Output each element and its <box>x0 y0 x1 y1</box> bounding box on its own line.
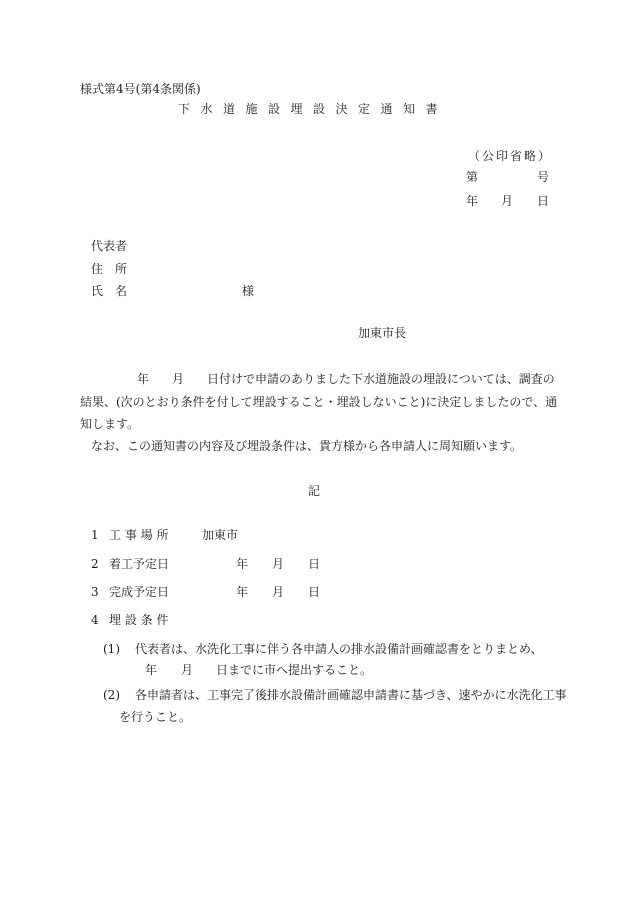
item-1-label: 工 事 場 所 <box>109 528 169 542</box>
condition-1-line1: 代表者は、水洗化工事に伴う各申請人の排水設備計画確認書をとりまとめ、 <box>135 642 543 656</box>
number-prefix: 第 <box>466 170 479 184</box>
item-2-number: 2 <box>91 557 99 571</box>
body-year: 年 <box>137 372 150 386</box>
condition-2-number: (2) <box>103 688 120 702</box>
date-month: 月 <box>501 194 514 208</box>
item-4-label: 埋 設 条 件 <box>109 613 169 627</box>
item-3-year: 年 <box>236 585 249 599</box>
form-number: 様式第4号(第4条関係) <box>80 82 201 96</box>
body-line2: 結果、(次のとおり条件を付して埋設すること・埋設しないこと)に決定しましたので、通 <box>80 395 558 409</box>
body-paragraph-2: なお、この通知書の内容及び埋設条件は、貴方様から各申請人に周知願います。 <box>91 439 523 453</box>
body-month: 月 <box>172 372 185 386</box>
document-title: 下水道施設埋設決定通知書 <box>178 102 449 116</box>
item-3-number: 3 <box>91 585 99 599</box>
ki-heading: 記 <box>308 484 321 498</box>
condition-2-line2: を行うこと。 <box>119 710 192 724</box>
condition-1-number: (1) <box>103 642 120 656</box>
condition-1-month: 月 <box>181 663 194 677</box>
address-label: 住 所 <box>91 262 128 276</box>
seal-omitted-note: （公印省略） <box>468 149 553 163</box>
item-3-month: 月 <box>272 585 285 599</box>
item-1-value: 加東市 <box>202 528 239 542</box>
honorific: 様 <box>242 284 255 298</box>
item-2-month: 月 <box>272 557 285 571</box>
body-line1: 日付けで申請のありました下水道施設の埋設については、調査の <box>207 372 555 386</box>
date-year: 年 <box>466 194 479 208</box>
date-day: 日 <box>537 194 550 208</box>
condition-2-line1: 各申請者は、工事完了後排水設備計画確認申請書に基づき、速やかに水洗化工事 <box>135 688 567 702</box>
body-line3: 知します。 <box>80 417 140 431</box>
item-3-day: 日 <box>308 585 321 599</box>
item-3-label: 完成予定日 <box>109 585 170 599</box>
item-1-number: 1 <box>91 528 99 542</box>
condition-1-line2: 日までに市へ提出すること。 <box>216 663 373 677</box>
item-4-number: 4 <box>91 613 99 627</box>
issuer-name: 加東市長 <box>358 326 407 340</box>
representative-label: 代表者 <box>91 239 128 253</box>
name-label: 氏 名 <box>91 284 128 298</box>
item-2-label: 着工予定日 <box>109 557 170 571</box>
item-2-day: 日 <box>308 557 321 571</box>
number-suffix: 号 <box>537 170 550 184</box>
condition-1-year: 年 <box>145 663 158 677</box>
item-2-year: 年 <box>236 557 249 571</box>
